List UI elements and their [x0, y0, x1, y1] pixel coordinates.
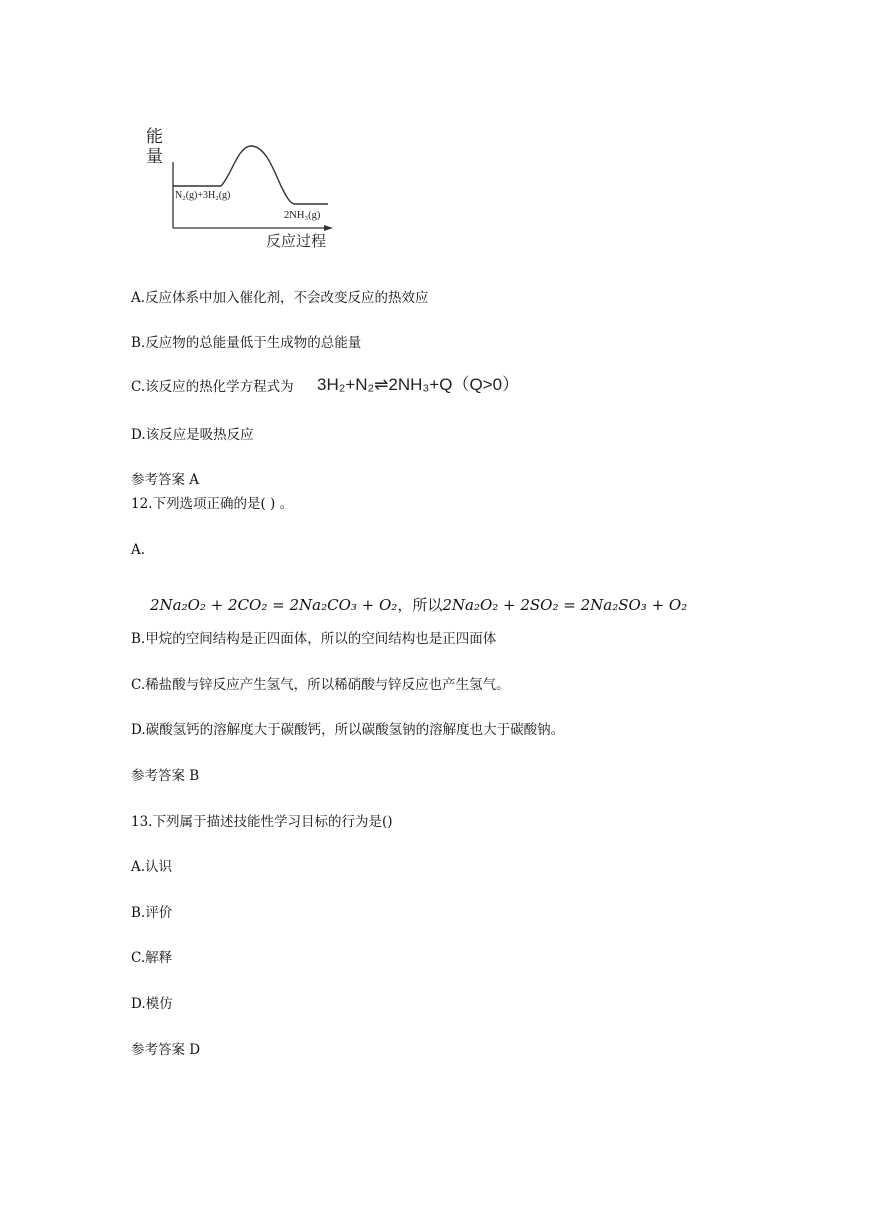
q12-option-a-label: A. — [131, 542, 146, 558]
energy-diagram — [143, 124, 353, 254]
q11-option-c-equation: 3H₂+N₂⇌2NH₃+Q（Q>0） — [317, 375, 520, 394]
x-axis-arrow — [324, 225, 333, 231]
q13-stem: 13.下列属于描述技能性学习目标的行为是() — [131, 814, 393, 830]
q13-option-a: A.认识 — [131, 859, 173, 875]
equation-right: 2Na₂O₂ + 2SO₂ = 2Na₂SO₃ + O₂ — [442, 596, 688, 614]
x-axis-label: 反应过程 — [266, 232, 327, 250]
q13-answer: 参考答案 D — [131, 1042, 201, 1058]
q11-option-b: B.反应物的总能量低于生成物的总能量 — [131, 335, 362, 351]
q11-option-a: A.反应体系中加入催化剂，不会改变反应的热效应 — [131, 290, 429, 306]
equation-left: 2Na₂O₂ + 2CO₂ = 2Na₂CO₃ + O₂ — [150, 596, 398, 614]
products-label: 2NH₃(g) — [284, 210, 321, 221]
y-axis-label-2: 量 — [146, 147, 163, 167]
q11-answer: 参考答案 A — [131, 472, 200, 488]
q12-option-c: C.稀盐酸与锌反应产生氢气，所以稀硝酸与锌反应也产生氢气。 — [131, 677, 510, 693]
q12-answer: 参考答案 B — [131, 768, 200, 784]
q12-option-a-equation — [150, 594, 687, 615]
q12-option-b: B.甲烷的空间结构是正四面体，所以的空间结构也是正四面体 — [131, 631, 497, 647]
equation-connector: ，所以 — [397, 596, 443, 614]
q11-option-c: C.该反应的热化学方程式为 — [131, 379, 294, 395]
q12-stem: 12.下列选项正确的是( ) 。 — [131, 496, 294, 512]
y-axis-label-1: 能 — [146, 127, 163, 147]
q11-option-d: D.该反应是吸热反应 — [131, 427, 254, 443]
q12-option-d: D.碳酸氢钙的溶解度大于碳酸钙，所以碳酸氢钠的溶解度也大于碳酸钠。 — [131, 722, 565, 738]
q13-option-d: D.模仿 — [131, 996, 173, 1012]
q13-option-b: B.评价 — [131, 905, 173, 921]
reactants-label: N₂(g)+3H₂(g) — [175, 190, 231, 201]
q13-option-c: C.解释 — [131, 950, 173, 966]
